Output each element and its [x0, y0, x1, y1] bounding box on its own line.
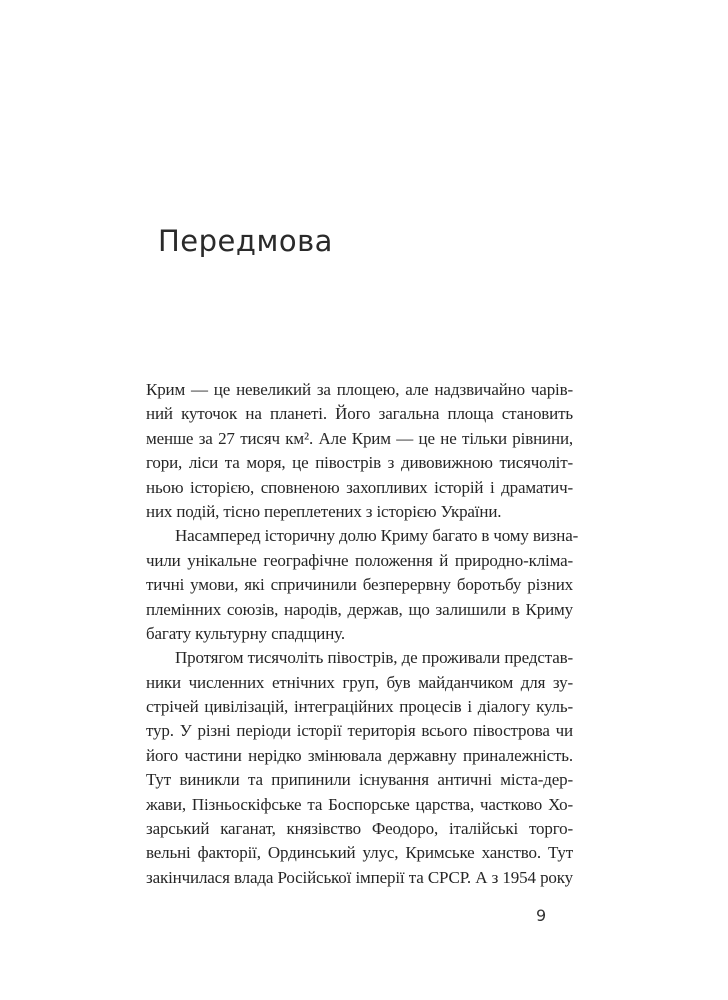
text-line: жави, Пізньоскіфське та Боспорське царства, частково Хо-: [146, 794, 573, 814]
text-line: вельні факторії, Ординський улус, Кримське ханство. Тут: [146, 843, 573, 863]
text-line: менше за 27 тисяч км². Але Крим — це не тільки рівнини,: [146, 428, 573, 448]
body-text: [146, 378, 579, 890]
text-line: Насамперед історичну долю Криму багато в чому визна-: [175, 526, 579, 546]
text-line: тур. У різні періоди історії територія всього півострова чи: [146, 721, 573, 741]
text-line: Тут виникли та припинили існування античні міста-дер-: [146, 770, 573, 790]
text-line: багату культурну спадщину.: [146, 623, 345, 643]
paragraph: [146, 646, 573, 890]
page-number: 9: [536, 906, 547, 925]
text-line: гори, ліси та моря, це півострів з дивовижною тисячоліт-: [146, 453, 573, 473]
text-line: закінчилася влада Російської імперії та СРСР. А з 1954 року: [146, 867, 573, 887]
chapter-title: Передмова: [158, 224, 333, 258]
paragraph: [146, 524, 579, 646]
text-line: ньою історією, сповненою захопливих історій і драматич-: [146, 477, 573, 497]
text-line: Протягом тисячоліть півострів, де проживали представ-: [175, 648, 573, 668]
text-line: ний куточок на планеті. Його загальна площа становить: [146, 404, 573, 424]
text-line: Крим — це невеликий за площею, але надзвичайно чарів-: [146, 380, 573, 399]
text-line: них подій, тісно переплетених з історією України.: [146, 501, 502, 521]
text-line: стрічей цивілізацій, інтеграційних процесів і діалогу куль-: [146, 697, 573, 717]
text-line: тичні умови, які спричинили безперервну боротьбу різних: [146, 575, 573, 595]
text-line: ники численних етнічних груп, був майданчиком для зу-: [146, 672, 573, 692]
text-line: чили унікальне географічне положення й природно-кліма-: [146, 550, 573, 570]
text-line: зарський каганат, князівство Феодоро, італійські торго-: [146, 819, 573, 839]
paragraph: [146, 378, 573, 524]
text-line: його частини нерідко змінювала державну приналежність.: [146, 745, 573, 765]
text-line: племінних союзів, народів, держав, що залишили в Криму: [146, 599, 573, 619]
